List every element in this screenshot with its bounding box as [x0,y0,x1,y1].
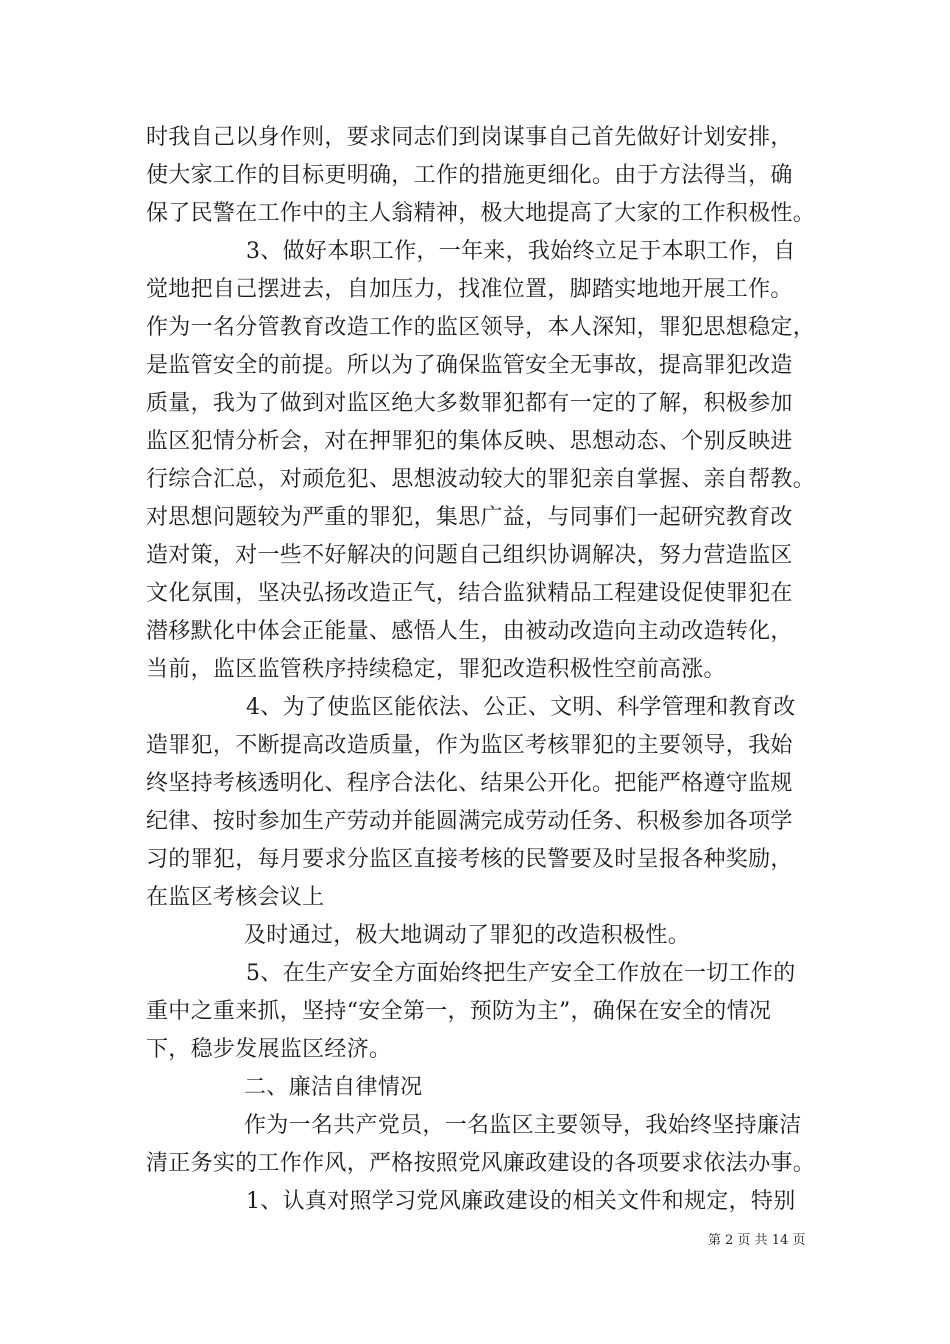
text-line: 重中之重来抓，坚持“安全第一，预防为主”，确保在安全的情况 [146,999,772,1024]
text-line: 终坚持考核透明化、程序合法化、结果公开化。把能严格遵守监规 [146,771,793,796]
text-line: 造对策，对一些不好解决的问题自己组织协调解决，努力营造监区 [146,543,793,568]
text-line: 当前，监区监管秩序持续稳定，罪犯改造积极性空前高涨。 [146,657,726,682]
text-line: 是监管安全的前提。所以为了确保监管安全无事故，提高罪犯改造 [146,353,793,378]
page-number: 第 2 页 共 14 页 [708,1233,806,1248]
text-line: 习的罪犯，每月要求分监区直接考核的民警要及时呈报各种奖励， [146,847,793,872]
text-line: 潜移默化中体会正能量、感悟人生，由被动改造向主动改造转化， [146,619,793,644]
text-line: 使大家工作的目标更明确，工作的措施更细化。由于方法得当，确 [146,163,793,188]
text-line: 对思想问题较为严重的罪犯，集思广益，与同事们一起研究教育改 [146,505,793,530]
text-line: 在监区考核会议上 [146,885,325,910]
text-line: 行综合汇总，对顽危犯、思想波动较大的罪犯亲自掌握、亲自帮教。 [146,467,816,492]
text-line: 文化氛围，坚决弘扬改造正气，结合监狱精品工程建设促使罪犯在 [146,581,793,606]
text-line: 下，稳步发展监区经济。 [146,1037,392,1062]
text-line: 保了民警在工作中的主人翁精神，极大地提高了大家的工作积极性。 [146,201,816,226]
text-line: 造罪犯，不断提高改造质量，作为监区考核罪犯的主要领导，我始 [146,733,793,758]
text-line: 1、认真对照学习党风廉政建设的相关文件和规定，特别 [246,1189,796,1214]
text-line: 4、为了使监区能依法、公正、文明、科学管理和教育改 [246,695,796,720]
text-line: 作为一名共产党员，一名监区主要领导，我始终坚持廉洁 [244,1113,802,1138]
text-line: 作为一名分管教育改造工作的监区领导，本人深知，罪犯思想稳定， [146,315,816,340]
text-line: 时我自己以身作则，要求同志们到岗谋事自己首先做好计划安排， [146,125,793,150]
text-line: 觉地把自己摆进去，自加压力，找准位置，脚踏实地地开展工作。 [146,277,793,302]
text-line: 及时通过，极大地调动了罪犯的改造积极性。 [244,923,691,948]
text-line: 质量，我为了做到对监区绝大多数罪犯都有一定的了解，积极参加 [146,391,793,416]
section-heading: 二、廉洁自律情况 [244,1075,423,1100]
text-line: 监区犯情分析会，对在押罪犯的集体反映、思想动态、个别反映进 [146,429,793,454]
text-line: 纪律、按时参加生产劳动并能圆满完成劳动任务、积极参加各项学 [146,809,793,834]
text-line: 3、做好本职工作，一年来，我始终立足于本职工作，自 [246,239,796,264]
text-line: 5、在生产安全方面始终把生产安全工作放在一切工作的 [246,961,796,986]
text-line: 清正务实的工作作风，严格按照党风廉政建设的各项要求依法办事。 [146,1151,816,1176]
